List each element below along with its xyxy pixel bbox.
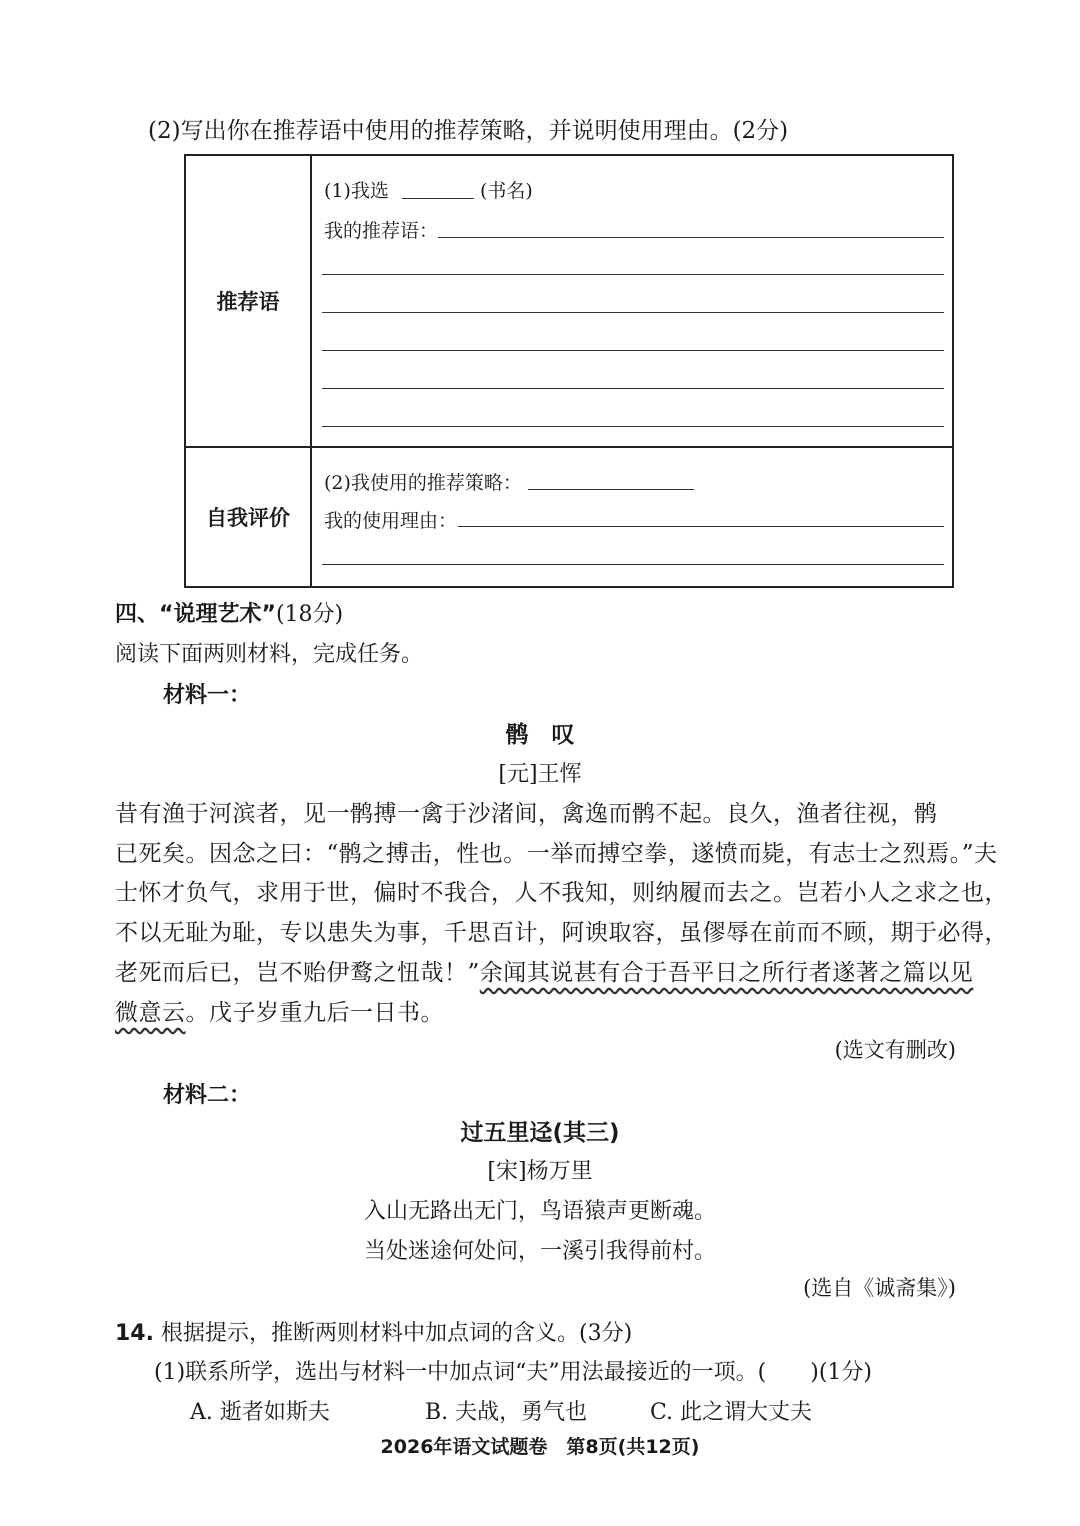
recommendation-table: [184, 154, 954, 588]
answer-line[interactable]: [322, 274, 944, 275]
choose-book-prefix: (1)我选: [324, 180, 389, 202]
section-4-heading: 四、“说理艺术”(18分): [115, 602, 344, 627]
page-footer: 2026年语文试题卷 第8页(共12页): [380, 1436, 700, 1458]
book-name-blank[interactable]: [402, 198, 474, 199]
answer-line[interactable]: [322, 564, 944, 565]
question-2-instruction: (2)写出你在推荐语中使用的推荐策略，并说明使用理由。(2分): [148, 118, 789, 144]
recommendation-text-label: 我的推荐语：: [324, 220, 439, 242]
material-1-source: (选文有删改): [834, 1038, 956, 1062]
material-1-line: 老死而后已，岂不贻伊鹜之忸哉！”余闻其说甚有合于吾平日之所行者遂著之篇以见: [115, 960, 974, 986]
self-evaluation-label: 自我评价: [185, 447, 311, 587]
material-2-author: [宋]杨万里: [487, 1159, 593, 1184]
material-2-title: 过五里迳(其三): [460, 1120, 620, 1146]
material-1-label: 材料一：: [163, 683, 252, 708]
question-14-sub1: (1)联系所学，选出与材料一中加点词“夫”用法最接近的一项。( )(1分): [154, 1360, 872, 1385]
poem-line: 当处迷途何处问，一溪引我得前村。: [363, 1239, 716, 1264]
section-4-intro: 阅读下面两则材料，完成任务。: [115, 642, 424, 667]
option-b[interactable]: B. 夫战，勇气也: [425, 1400, 588, 1425]
recommendation-cell: [311, 155, 953, 447]
answer-line[interactable]: [322, 312, 944, 313]
strategy-label: (2)我使用的推荐策略：: [324, 472, 522, 494]
material-1-line: 已死矣。因念之曰：“鹘之搏击，性也。一举而搏空拳，遂愤而毙，有志士之烈焉。”夫: [115, 841, 998, 867]
option-a[interactable]: A. 逝者如斯夫: [190, 1400, 330, 1425]
material-2-label: 材料二：: [163, 1083, 252, 1108]
answer-line[interactable]: [458, 526, 944, 527]
answer-line[interactable]: [322, 388, 944, 389]
book-name-hint: (书名): [480, 180, 533, 202]
wavy-underlined-sentence: 微意云: [115, 1000, 186, 1026]
material-2-source: (选自《诚斋集》): [803, 1276, 956, 1300]
material-1-line: 昔有渔于河滨者，见一鹘搏一禽于沙渚间，禽逸而鹘不起。良久，渔者往视，鹘: [115, 801, 938, 827]
material-1-author: [元]王恽: [498, 762, 582, 787]
answer-line[interactable]: [322, 350, 944, 351]
recommendation-label: 推荐语: [185, 155, 311, 447]
reason-label: 我的使用理由：: [324, 510, 458, 532]
question-14: 14. 根据提示，推断两则材料中加点词的含义。(3分): [115, 1321, 633, 1346]
answer-line[interactable]: [322, 426, 944, 427]
option-c[interactable]: C. 此之谓大丈夫: [650, 1400, 813, 1425]
wavy-underlined-sentence: 余闻其说甚有合于吾平日之所行者遂著之篇以见: [479, 960, 974, 986]
material-1-title: 鹘 叹: [505, 722, 575, 748]
strategy-blank[interactable]: [528, 489, 694, 490]
material-1-line: 不以无耻为耻，专以患失为事，千思百计，阿谀取容，虽僇辱在前而不顾，期于必得，: [115, 920, 1008, 946]
material-1-line: 微意云。戊子岁重九后一日书。: [115, 1000, 444, 1026]
material-1-line: 士怀才负气，求用于世，偏时不我合，人不我知，则纳履而去之。岂若小人之求之也，: [115, 880, 1008, 906]
poem-line: 入山无路出无门，鸟语猿声更断魂。: [363, 1199, 716, 1224]
answer-line[interactable]: [438, 237, 944, 238]
self-evaluation-cell: [311, 447, 953, 587]
